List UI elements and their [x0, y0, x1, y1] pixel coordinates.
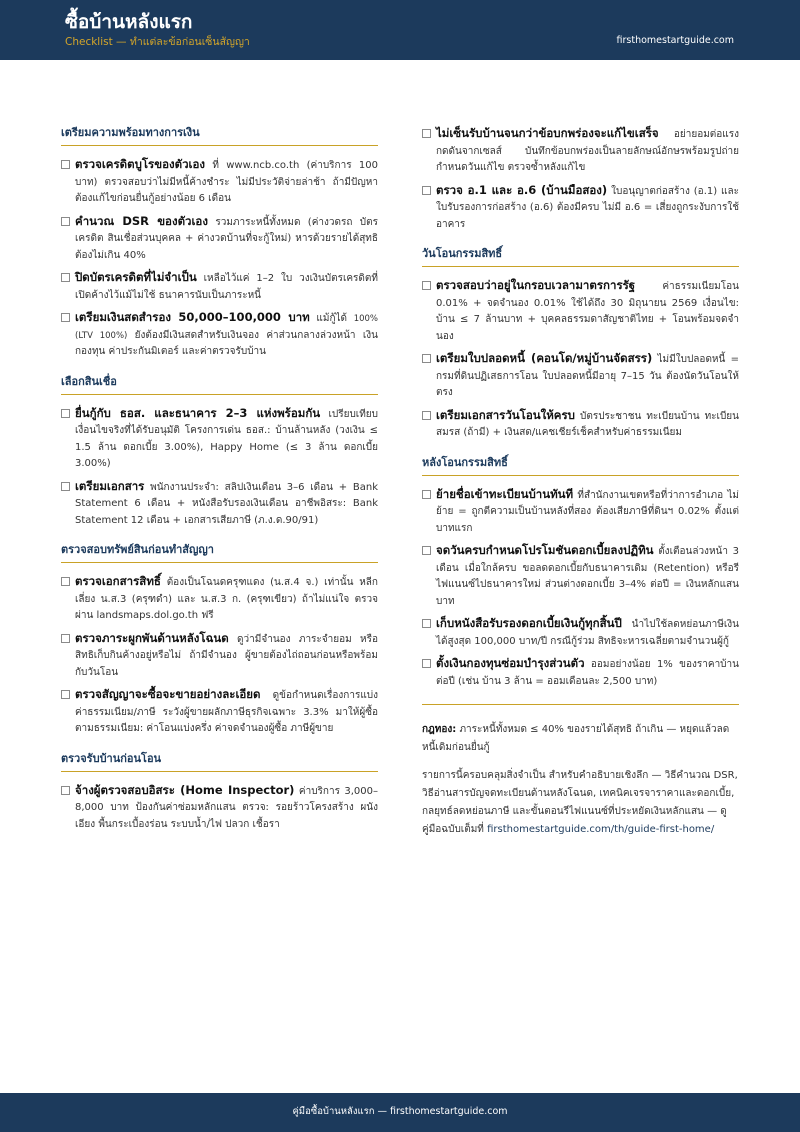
- item-text: ใบอนุญาตก่อสร้าง (อ.1) และใบรับรองการก่อสร้าง (อ.6) ต้องมีครบ ไม่มี อ.6 = เสี่ยงถูกระงับการใช้อาคาร: [436, 185, 739, 230]
- checklist-item: [61, 573, 378, 625]
- checklist-item: [61, 269, 378, 304]
- item-heading: เก็บหนังสือรับรองดอกเบี้ยเงินกู้ทุกสิ้นปี: [436, 616, 622, 630]
- golden-rule-text: ภาระหนี้ทั้งหมด ≤ 40% ของรายได้สุทธิ ถ้าเกิน — หยุดแล้วลดหนี้เดิมก่อนยื่นกู้: [422, 724, 730, 753]
- item-heading: ไม่เซ็นรับบ้านจนกว่าข้อบกพร่องจะแก้ไขเสร็จ: [436, 126, 659, 140]
- section-property-check: [61, 543, 378, 738]
- item-text: เหลือไว้แค่ 1–2 ใบ วงเงินบัตรเครดิตที่เปิดค้างไว้แม้ไม่ใช้ ธนาคารนับเป็นภาระหนี้: [75, 273, 378, 301]
- item-text: ไม่มีใบปลอดหนี้ = กรมที่ดินปฏิเสธการโอน ใบปลอดหนี้มีอายุ 7–15 วัน ต้องนัดวันโอนให้ตรง: [436, 354, 740, 398]
- section-transfer-day: [422, 247, 739, 442]
- section-title: เตรียมความพร้อมทางการเงิน: [61, 126, 378, 146]
- item-heading: เตรียมเอกสารวันโอนให้ครบ: [436, 407, 575, 422]
- item-text: บัตรประชาชน ทะเบียนบ้าน ทะเบียนสมรส (ถ้ามี) + เงินสด/แคชเชียร์เช็คสำหรับค่าธรรมเนียม: [436, 410, 739, 438]
- section-financial-readiness: [61, 126, 378, 361]
- section-after-transfer: [422, 456, 739, 691]
- checklist-item: [61, 478, 378, 530]
- section-loan-selection: [61, 375, 378, 530]
- item-text: ยังต้องมีเงินสดสำหรับเงินจอง ค่าส่วนกลางล่วงหน้า เงินกองทุน ค่าประกันมิเตอร์ และค่าตรวจรับบ้าน: [75, 329, 378, 357]
- checklist-item: [61, 213, 378, 265]
- summary-note: [422, 767, 739, 839]
- checklist-item: [422, 542, 739, 610]
- section-title: หลังโอนกรรมสิทธิ์: [422, 456, 739, 476]
- item-heading: ตั้งเงินกองทุนซ่อมบำรุงส่วนตัว: [436, 656, 585, 670]
- checkbox[interactable]: [422, 186, 431, 195]
- checkbox[interactable]: [61, 634, 70, 643]
- section-inspection-continued: [422, 125, 739, 233]
- checklist-item: [422, 277, 739, 345]
- checkbox[interactable]: [61, 786, 70, 795]
- page-header: [0, 0, 800, 60]
- section-title: ตรวจสอบทรัพย์สินก่อนทำสัญญา: [61, 543, 378, 563]
- item-text: ค่าบริการ 3,000–8,000 บาท ป้องกันค่าซ่อมหลักแสน ตรวจ: รอยร้าวโครงสร้าง ผนังเอียง พื้นกระเบื้องร่อน ระบบน้ำ/ไฟ ปลวก เชื้อรา: [75, 785, 379, 830]
- section-home-inspection: [61, 752, 378, 834]
- checkbox[interactable]: [61, 690, 70, 699]
- item-heading: จดวันครบกำหนดโปรโมชันดอกเบี้ยลงปฏิทิน: [436, 543, 654, 557]
- item-text: เปรียบเทียบเงื่อนไขจริงที่ได้รับอนุมัติ โครงการเด่น ธอส.: บ้านล้านหลัง (วงเงิน ≤ 1.5 ล้าน ดอกเบี้ย 3.00%), Happy Home (≤ 3 ล้าน ดอกเบี้ย 3.00%): [75, 408, 379, 469]
- item-text: ค่าธรรมเนียมโอน 0.01% + จดจำนอง 0.01% ใช้ได้ถึง 30 มิถุนายน 2569 เงื่อนไข: บ้าน ≤ 7 ล้านบาท + บุคคลธรรมดาสัญชาติไทย + โอนพร้อมจดจำนอง: [436, 281, 739, 342]
- item-text: ที่สำนักงานเขตหรือที่ว่าการอำเภอ ไม่ย้าย = ถูกตีความเป็นบ้านหลังที่สอง ต้องเสียภาษีที่ดินฯ 0.02% ตั้งแต่บาทแรก: [436, 489, 739, 534]
- checkbox[interactable]: [422, 490, 431, 499]
- item-text: ต้องเป็นโฉนดครุฑแดง (น.ส.4 จ.) เท่านั้น หลีกเลี่ยง น.ส.3 (ครุฑดำ) และ น.ส.3 ก. (ครุฑเขียว) ถ้าไม่แน่ใจ ตรวจผ่าน landsmaps.dol.go.th ฟรี: [75, 577, 378, 621]
- item-text: อย่ายอมต่อแรงกดดันจากเซลส์ บันทึกข้อบกพร่องเป็นลายลักษณ์อักษรพร้อมรูปถ่าย กำหนดวันแก้ไข ตรวจซ้ำหลังแก้ไข: [436, 129, 739, 173]
- item-text: นำไปใช้ลดหย่อนภาษีเงินได้สูงสุด 100,000 บาท/ปี กรณีกู้ร่วม สิทธิจะหารเฉลี่ยตามจำนวนผู้กู้: [436, 619, 739, 647]
- item-heading: ปิดบัตรเครดิตที่ไม่จำเป็น: [75, 270, 197, 284]
- checkbox[interactable]: [422, 659, 431, 668]
- item-text: แม้กู้ได้: [316, 313, 348, 324]
- item-heading: ยื่นกู้กับ ธอส. และธนาคาร 2–3 แห่งพร้อมกัน: [75, 405, 321, 420]
- item-heading: ตรวจเครดิตบูโรของตัวเอง: [75, 157, 205, 171]
- checkbox[interactable]: [61, 217, 70, 226]
- checkbox[interactable]: [422, 129, 431, 138]
- checkbox[interactable]: [61, 160, 70, 169]
- checkbox[interactable]: [422, 281, 431, 290]
- left-column: [61, 126, 378, 847]
- checkbox[interactable]: [422, 546, 431, 555]
- checklist-item: [422, 486, 739, 538]
- checklist-item: [61, 405, 378, 473]
- divider: [422, 704, 739, 705]
- checklist-item: [422, 655, 739, 690]
- checklist-item: [422, 125, 739, 177]
- item-text: ออมอย่างน้อย 1% ของราคาบ้านต่อปี (เช่น บ้าน 3 ล้าน = ออมเดือนละ 2,500 บาท): [436, 659, 739, 687]
- item-text: รวมภาระหนี้ทั้งหมด (ค่างวดรถ บัตรเครดิต สินเชื่อส่วนบุคคล + ค่างวดบ้านที่จะกู้ใหม่) หารด้วยรายได้สุทธิ ต้องไม่เกิน 40%: [75, 216, 379, 261]
- item-heading: ย้ายชื่อเข้าทะเบียนบ้านทันที: [436, 486, 574, 501]
- checkbox[interactable]: [61, 273, 70, 282]
- item-heading: เตรียมเงินสดสำรอง 50,000–100,000 บาท: [75, 310, 310, 324]
- checklist-item: [61, 630, 378, 682]
- checklist-item: [422, 350, 739, 402]
- page-footer: [0, 1093, 800, 1132]
- checkbox[interactable]: [422, 354, 431, 363]
- checklist-item: [61, 309, 378, 361]
- page-subtitle: Checklist — ทำแต่ละข้อก่อนเซ็นสัญญา: [65, 36, 250, 48]
- checkbox[interactable]: [61, 313, 70, 322]
- golden-rule-note: [422, 721, 739, 757]
- item-text: ที่ www.ncb.co.th (ค่าบริการ 100 บาท) ตรวจสอบว่าไม่มีหนี้ค้างชำระ ไม่มีประวัติจ่ายล่าช้า ถ้ามีปัญหาต้องแก้ไขก่อนยื่นกู้อย่างน้อย 6 เดือน: [75, 160, 378, 204]
- section-title: วันโอนกรรมสิทธิ์: [422, 247, 739, 267]
- guide-link[interactable]: firsthomestartguide.com/th/guide-first-home/: [487, 824, 715, 835]
- checklist-item: [61, 686, 378, 738]
- checklist-item: [61, 156, 378, 208]
- checkbox[interactable]: [422, 619, 431, 628]
- checkbox[interactable]: [61, 577, 70, 586]
- golden-rule-label: กฎทอง:: [422, 724, 457, 735]
- item-text: ตั้งเตือนล่วงหน้า 3 เดือน เมื่อใกล้ครบ ขอลดดอกเบี้ยกับธนาคารเดิม (Retention) หรือรีไฟแนนซ์ไปธนาคารใหม่ ส่วนต่างดอกเบี้ย 3–4% ต่อปี = เงินหลักแสนบาท: [436, 546, 739, 607]
- item-heading: คำนวณ DSR ของตัวเอง: [75, 213, 208, 228]
- right-column: [422, 125, 739, 849]
- section-title: ตรวจรับบ้านก่อนโอน: [61, 752, 378, 772]
- item-text: ดูว่ามีจำนอง ภาระจำยอม หรือสิทธิเก็บกินค้างอยู่หรือไม่ ถ้ามีจำนอง ผู้ขายต้องไถ่ถอนก่อนหรือพร้อมกับวันโอน: [75, 633, 378, 678]
- summary-text: รายการนี้ครอบคลุมสิ่งจำเป็น สำหรับคำอธิบายเชิงลึก — วิธีคำนวณ DSR, วิธีอ่านสารบัญจดทะเบียนด้านหลังโฉนด, เทคนิคเจรจาราคาและดอกเบี้ย, กลยุทธ์ลดหย่อนภาษี และขั้นตอนรีไฟแนนซ์ที่ประหยัดเงินหลักแสน — ดูคู่มือฉบับเต็มที่: [422, 770, 738, 835]
- item-text: พนักงานประจำ: สลิปเงินเดือน 3–6 เดือน + Bank Statement 6 เดือน + หนังสือรับรองเงินเดือน อาชีพอิสระ: Bank Statement 12 เดือน + เอกสารเสียภาษี (ภ.ง.ด.90/91): [75, 481, 378, 526]
- item-heading: เตรียมเอกสาร: [75, 478, 145, 493]
- item-heading: ตรวจสัญญาจะซื้อจะขายอย่างละเอียด: [75, 687, 261, 701]
- item-heading: ตรวจภาระผูกพันด้านหลังโฉนด: [75, 630, 229, 645]
- item-heading: ตรวจ อ.1 และ อ.6 (บ้านมือสอง): [436, 182, 608, 197]
- header-site-link[interactable]: firsthomestartguide.com: [616, 35, 734, 46]
- item-text: ดูข้อกำหนดเรื่องการแบ่งค่าธรรมเนียม/ภาษี ระวังผู้ขายผลักภาษีธุรกิจเฉพาะ 3.3% มาให้ผู้ซื้อ ตามธรรมเนียม: ค่าโอนแบ่งครึ่ง ค่าจดจำนองผู้ซื้อ ภาษีผู้ขาย: [75, 690, 378, 734]
- checklist-item: [422, 182, 739, 234]
- item-heading: จ้างผู้ตรวจสอบอิสระ (Home Inspector): [75, 782, 295, 797]
- item-heading: เตรียมใบปลอดหนี้ (คอนโด/หมู่บ้านจัดสรร): [436, 351, 653, 365]
- checklist-item: [422, 407, 739, 442]
- section-title: เลือกสินเชื่อ: [61, 375, 378, 395]
- checklist-item: [61, 782, 378, 834]
- page-title: ซื้อบ้านหลังแรก: [65, 11, 193, 33]
- item-text-small: 100% (LTV 100%): [75, 314, 378, 341]
- item-heading: ตรวจเอกสารสิทธิ์: [75, 574, 161, 588]
- checkbox[interactable]: [61, 409, 70, 418]
- checkbox[interactable]: [422, 411, 431, 420]
- footer-text: คู่มือซื้อบ้านหลังแรก — firsthomestartguide.com: [292, 1106, 508, 1117]
- checklist-item: [422, 615, 739, 650]
- checkbox[interactable]: [61, 482, 70, 491]
- item-heading: ตรวจสอบว่าอยู่ในกรอบเวลามาตรการรัฐ: [436, 278, 636, 292]
